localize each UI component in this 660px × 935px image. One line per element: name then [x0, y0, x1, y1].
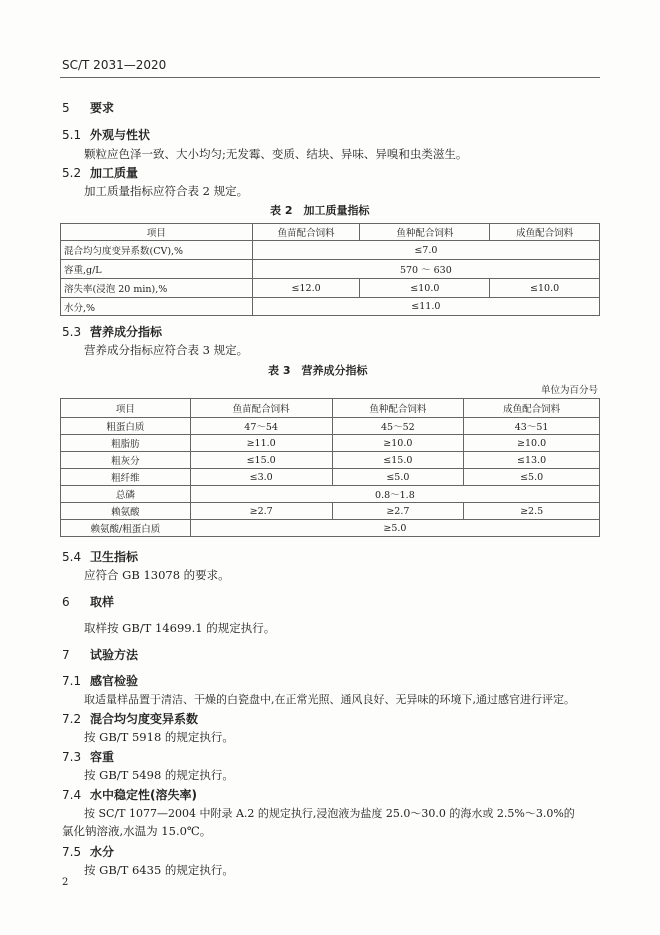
table-3-unit: 单位为百分号	[540, 385, 598, 396]
section-7-3-text: 按 GB/T 5498 的规定执行。	[84, 768, 234, 782]
section-7-4-text-line1: 按 SC/T 1077—2004 中附录 A.2 的规定执行,浸泡液为盐度 25.0～30.0 的海水或 2.5%～3.0%的	[84, 807, 575, 820]
standard-code: SC/T 2031—2020	[62, 58, 167, 72]
table-row	[61, 520, 600, 537]
table-row	[61, 452, 600, 469]
cell: ≤5.0	[332, 469, 464, 486]
section-5-1-heading: 5.1 外观与性状	[62, 128, 151, 142]
cell: ≤12.0	[252, 279, 360, 298]
header-rule	[60, 77, 600, 78]
table-row	[61, 298, 600, 316]
table-2	[60, 223, 600, 316]
section-5-3-text: 营养成分指标应符合表 3 规定。	[84, 343, 249, 357]
cell: ≤13.0	[464, 452, 600, 469]
section-5-3-heading: 5.3 营养成分指标	[62, 325, 163, 339]
cell: ≤11.0	[252, 298, 599, 316]
section-7-1-heading: 7.1 感官检验	[62, 674, 139, 688]
row-label: 总磷	[61, 486, 191, 503]
cell: 45～52	[332, 418, 464, 435]
cell: 0.8～1.8	[190, 486, 599, 503]
table-row	[61, 435, 600, 452]
cell: ≥11.0	[190, 435, 332, 452]
section-5-heading: 5 要求	[62, 101, 115, 115]
table-row	[61, 418, 600, 435]
cell: 47～54	[190, 418, 332, 435]
header-cell: 成鱼配合饲料	[464, 399, 600, 418]
row-label: 粗蛋白质	[61, 418, 191, 435]
table-row	[61, 469, 600, 486]
page-number: 2	[62, 877, 69, 888]
row-label: 赖氨酸	[61, 503, 191, 520]
cell: ≤10.0	[490, 279, 600, 298]
table-row	[61, 241, 600, 260]
section-7-3-heading: 7.3 容重	[62, 750, 115, 764]
row-label: 粗脂肪	[61, 435, 191, 452]
section-7-2-text: 按 GB/T 5918 的规定执行。	[84, 730, 234, 744]
section-7-heading: 7 试验方法	[62, 648, 139, 662]
section-6-text: 取样按 GB/T 14699.1 的规定执行。	[84, 621, 276, 635]
section-7-4-text-line2: 氯化钠溶液,水温为 15.0℃。	[62, 824, 212, 838]
table-row	[61, 486, 600, 503]
section-6-heading: 6 取样	[62, 595, 115, 609]
cell: ≤15.0	[190, 452, 332, 469]
table-3	[60, 398, 600, 537]
row-label: 粗灰分	[61, 452, 191, 469]
header-cell: 鱼苗配合饲料	[252, 224, 360, 241]
cell: ≤3.0	[190, 469, 332, 486]
header-cell: 项目	[61, 399, 191, 418]
table-row	[61, 503, 600, 520]
table-row	[61, 224, 600, 241]
section-7-4-heading: 7.4 水中稳定性(溶失率)	[62, 788, 197, 802]
table-row	[61, 260, 600, 279]
cell: ≤10.0	[360, 279, 490, 298]
header-cell: 项目	[61, 224, 253, 241]
cell: ≥2.5	[464, 503, 600, 520]
cell: ≤7.0	[252, 241, 599, 260]
section-7-2-heading: 7.2 混合均匀度变异系数	[62, 712, 199, 726]
row-label: 赖氨酸/粗蛋白质	[61, 520, 191, 537]
row-label: 容重,g/L	[61, 260, 253, 279]
cell: ≥10.0	[464, 435, 600, 452]
section-7-5-heading: 7.5 水分	[62, 845, 115, 859]
cell: ≥5.0	[190, 520, 599, 537]
section-5-2-heading: 5.2 加工质量	[62, 166, 139, 180]
section-5-1-text: 颗粒应色泽一致、大小均匀;无发霉、变质、结块、异味、异嗅和虫类滋生。	[84, 147, 468, 161]
cell: ≥2.7	[190, 503, 332, 520]
table-2-caption: 表 2 加工质量指标	[270, 204, 370, 217]
table-3-caption: 表 3 营养成分指标	[268, 364, 368, 377]
row-label: 溶失率(浸泡 20 min),%	[61, 279, 253, 298]
header-cell: 鱼种配合饲料	[332, 399, 464, 418]
cell: ≥2.7	[332, 503, 464, 520]
section-7-1-text: 取适量样品置于清洁、干燥的白瓷盘中,在正常光照、通风良好、无异味的环境下,通过感官进行评定。	[84, 693, 575, 706]
section-5-4-heading: 5.4 卫生指标	[62, 550, 139, 564]
header-cell: 成鱼配合饲料	[490, 224, 600, 241]
section-5-4-text: 应符合 GB 13078 的要求。	[84, 568, 230, 582]
cell: ≤15.0	[332, 452, 464, 469]
section-7-5-text: 按 GB/T 6435 的规定执行。	[84, 863, 234, 877]
table-row	[61, 279, 600, 298]
section-5-2-text: 加工质量指标应符合表 2 规定。	[84, 184, 249, 198]
cell: 43～51	[464, 418, 600, 435]
table-row	[61, 399, 600, 418]
cell: ≥10.0	[332, 435, 464, 452]
header-cell: 鱼苗配合饲料	[190, 399, 332, 418]
cell: ≤5.0	[464, 469, 600, 486]
row-label: 粗纤维	[61, 469, 191, 486]
cell: 570 ～ 630	[252, 260, 599, 279]
row-label: 水分,%	[61, 298, 253, 316]
header-cell: 鱼种配合饲料	[360, 224, 490, 241]
row-label: 混合均匀度变异系数(CV),%	[61, 241, 253, 260]
